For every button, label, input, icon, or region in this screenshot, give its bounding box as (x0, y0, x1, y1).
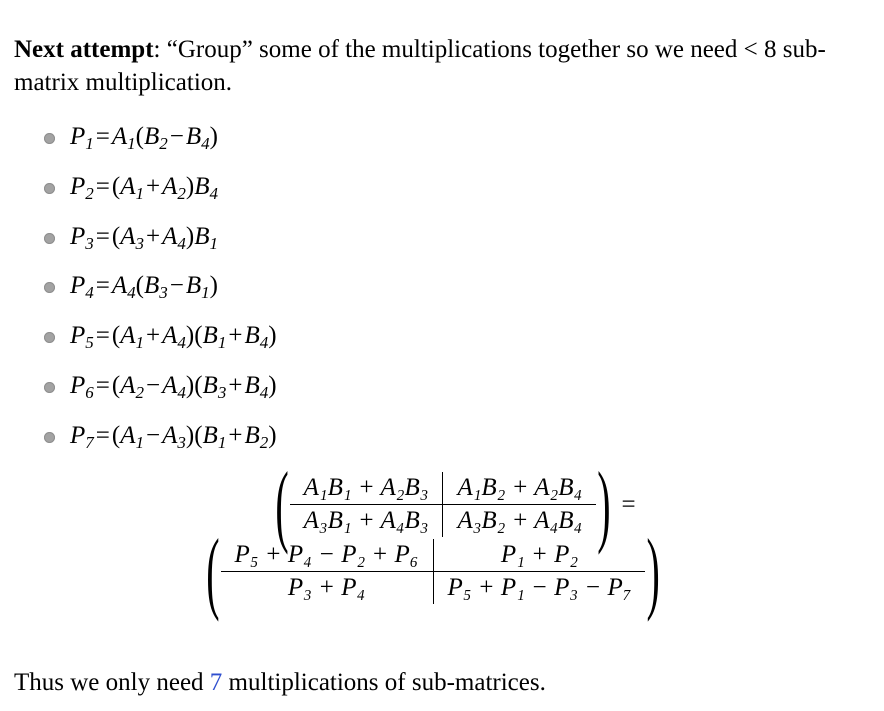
product-list (0, 124, 884, 450)
product-equation: $P_1=A_1(B_2-B_4)$ (70, 123, 218, 153)
closing-before: Thus we only need (14, 669, 210, 697)
matrix-cell: P₅ + P₄ − P₂ + P₆ (221, 539, 433, 572)
intro-paragraph (0, 25, 884, 99)
slide-page (0, 25, 884, 711)
matrix-cell: A₁B₁ + A₂B₃ (290, 472, 443, 505)
close-paren-left-matrix: ) (597, 451, 611, 556)
matrix-cell: A₃B₁ + A₄B₃ (290, 505, 443, 538)
product-equation: $P_6=(A_2-A_4)(B_3+B_4)$ (70, 371, 277, 402)
product-equation: $P_7=(A_1-A_3)(B_1+B_2)$ (70, 421, 277, 452)
list-item (44, 423, 884, 451)
closing-after: multiplications of sub-matrices. (222, 669, 546, 697)
matrix-cell: A₁B₂ + A₂B₄ (443, 472, 596, 505)
left-matrix (290, 472, 597, 537)
bullet-icon (44, 432, 55, 443)
multiplication-count: 7 (209, 669, 223, 697)
list-item (44, 373, 884, 401)
list-item (44, 224, 884, 252)
equals-sign: = (621, 490, 636, 518)
open-paren-left-matrix: ( (275, 451, 289, 556)
table-row (290, 472, 597, 505)
close-paren-right-matrix: ) (646, 518, 660, 623)
intro-rest: : “Group” some of the multiplications together so we need < 8 sub-matrix multiplication. (14, 36, 826, 96)
product-equation: $P_5=(A_1+A_4)(B_1+B_4)$ (70, 322, 277, 352)
bullet-icon (44, 282, 55, 293)
bullet-icon (44, 183, 55, 194)
open-paren-right-matrix: ( (206, 518, 220, 623)
bullet-icon (44, 382, 55, 393)
product-equation: $P_4=A_4(B_3-B_1)$ (70, 272, 218, 302)
product-equation: $P_3=(A_3+A_4)B_1$ (70, 222, 218, 253)
table-row (290, 505, 597, 538)
table-row (221, 572, 646, 605)
closing-line (0, 667, 884, 697)
matrix-cell: P₃ + P₄ (221, 572, 433, 605)
list-item (44, 124, 884, 152)
bullet-icon (44, 233, 55, 244)
intro-lead: Next attempt (14, 36, 154, 63)
list-item (44, 323, 884, 351)
bullet-icon (44, 133, 55, 144)
matrix-equation (0, 451, 884, 642)
product-equation: $P_2=(A_1+A_2)B_4$ (70, 172, 218, 203)
list-item (44, 174, 884, 202)
matrix-cell: P₅ + P₁ − P₃ − P₇ (447, 574, 632, 602)
list-item (44, 273, 884, 301)
matrix-cell: P₁ + P₂ (433, 539, 645, 572)
bullet-icon (44, 332, 55, 343)
matrix-cell: A₃B₂ + A₄B₄ (457, 507, 583, 535)
